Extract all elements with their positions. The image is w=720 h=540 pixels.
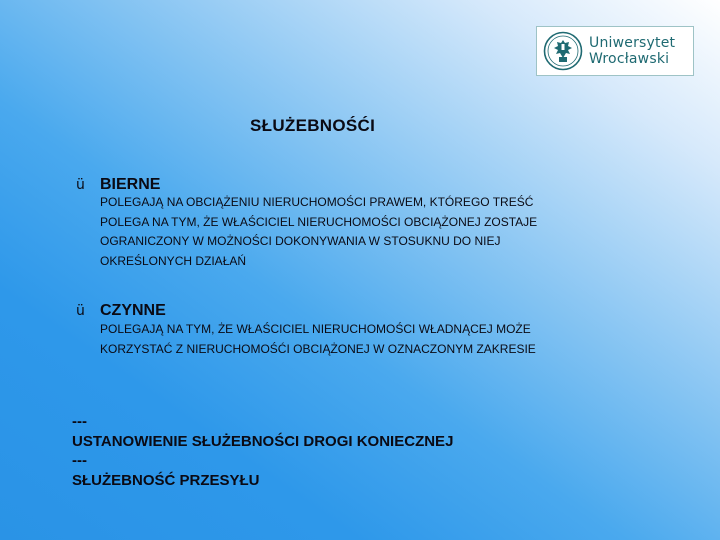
footer-item: USTANOWIENIE SŁUŻEBNOŚCI DROGI KONIECZNEJ [72, 432, 454, 450]
description-line: POLEGA NA TYM, ŻE WŁAŚCICIEL NIERUCHOMOŚCI OBCIĄŻONEJ ZOSTAJE [100, 214, 538, 229]
logo-text [589, 35, 675, 67]
description-line: OGRANICZONY W MOŻNOŚCI DOKONYWANIA W STOSUKNU DO NIEJ [100, 234, 501, 248]
footer-list [72, 412, 453, 490]
separator-dashes: --- [72, 413, 87, 430]
description-line: POLEGAJĄ NA TYM, ŻE WŁAŚCICIEL NIERUCHOMOŚCI WŁADNĄCEJ MOŻE [100, 322, 531, 336]
university-logo [536, 26, 694, 76]
bullet-heading: BIERNE [100, 176, 161, 193]
logo-line-1: Uniwersytet [589, 35, 676, 51]
description-line: OKREŚLONYCH DZIAŁAŃ [100, 253, 247, 268]
separator-dashes: --- [72, 452, 87, 469]
footer-item: SŁUŻEBNOŚĆ PRZESYŁU [72, 471, 260, 489]
bullet-czynne [76, 302, 166, 320]
check-icon: ü [76, 303, 85, 319]
bullet-bierne [76, 176, 160, 194]
bullet-description [100, 193, 640, 271]
check-icon: ü [76, 177, 85, 193]
bullet-description [100, 320, 640, 359]
description-line: KORZYSTAĆ Z NIERUCHOMOŚĆI OBCIĄŻONEJ W OZNACZONYM ZAKRESIE [100, 341, 536, 356]
university-emblem-icon [543, 31, 583, 71]
description-line: POLEGAJĄ NA OBCIĄŻENIU NIERUCHOMOŚCI PRAWEM, KTÓREGO TREŚĆ [100, 195, 534, 209]
logo-line-2: Wrocławski [589, 51, 670, 67]
slide-title: SŁUŻEBNOŚĆI [250, 116, 376, 135]
bullet-heading: CZYNNE [100, 302, 166, 319]
